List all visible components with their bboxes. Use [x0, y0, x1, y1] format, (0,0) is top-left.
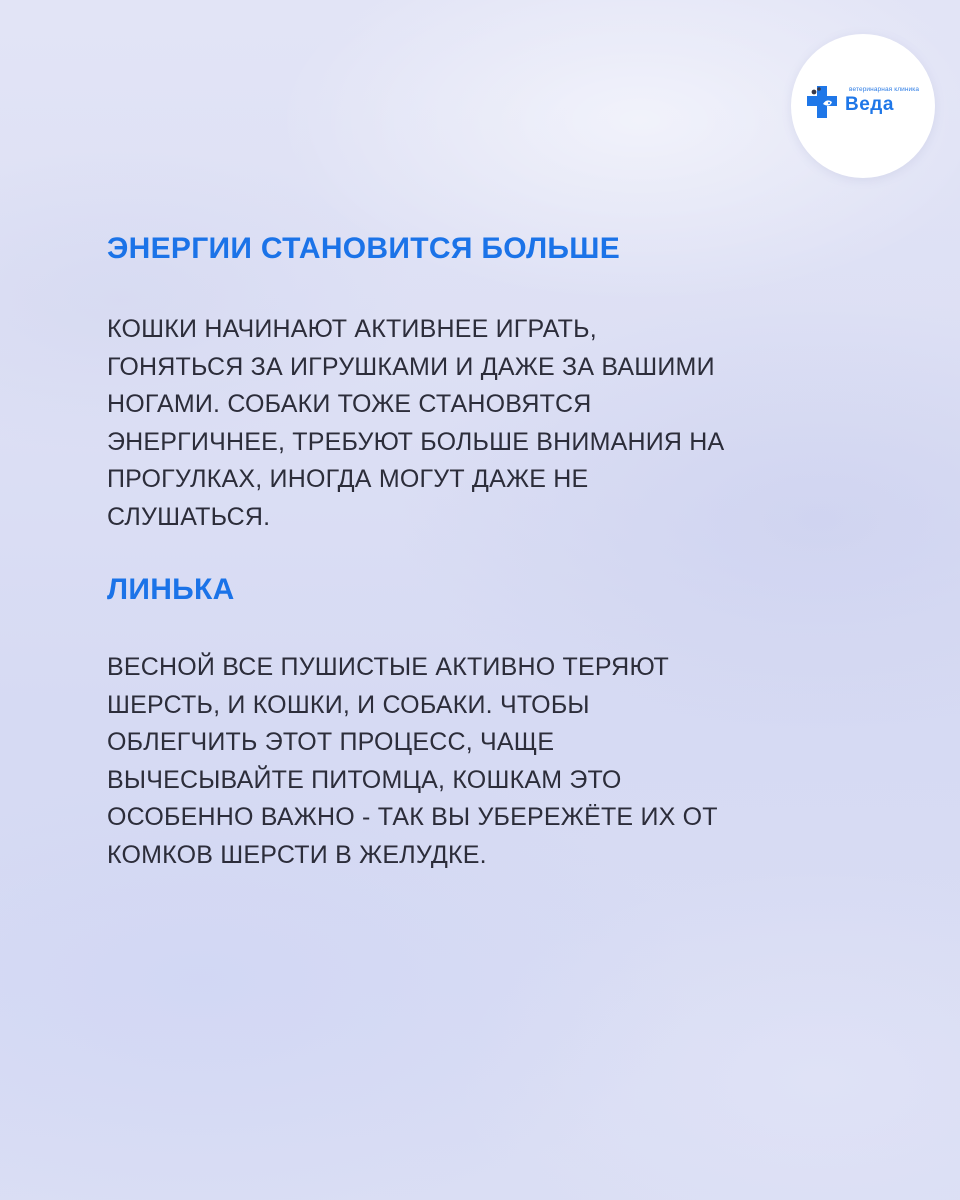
text-line: ПРОГУЛКАХ, ИНОГДА МОГУТ ДАЖЕ НЕ: [107, 465, 589, 493]
section-text-shedding: [107, 649, 907, 874]
text-line: ВЕСНОЙ ВСЕ ПУШИСТЫЕ АКТИВНО ТЕРЯЮТ: [107, 653, 669, 681]
text-line: ЭНЕРГИЧНЕЕ, ТРЕБУЮТ БОЛЬШЕ ВНИМАНИЯ НА: [107, 427, 725, 456]
text-line: КОМКОВ ШЕРСТИ В ЖЕЛУДКЕ.: [107, 840, 487, 869]
text-line: ВЫЧЕСЫВАЙТЕ ПИТОМЦА, КОШКАМ ЭТО: [107, 765, 622, 794]
text-line: НОГАМИ. СОБАКИ ТОЖЕ СТАНОВЯТСЯ: [107, 390, 592, 418]
text-line: КОШКИ НАЧИНАЮТ АКТИВНЕЕ ИГРАТЬ,: [107, 315, 597, 343]
clinic-logo: [805, 84, 925, 124]
text-line: ОБЛЕГЧИТЬ ЭТОТ ПРОЦЕСС, ЧАЩЕ: [107, 728, 555, 756]
text-line: ГОНЯТЬСЯ ЗА ИГРУШКАМИ И ДАЖЕ ЗА ВАШИМИ: [107, 352, 715, 381]
clinic-logo-badge: [791, 34, 935, 178]
section-heading-shedding: ЛИНЬКА: [107, 573, 235, 606]
text-line: ШЕРСТЬ, И КОШКИ, И СОБАКИ. ЧТОБЫ: [107, 690, 590, 719]
logo-caption: ветеринарная клиника: [849, 86, 920, 93]
section-heading-energy: ЭНЕРГИИ СТАНОВИТСЯ БОЛЬШЕ: [107, 232, 621, 265]
text-line: ОСОБЕННО ВАЖНО - ТАК ВЫ УБЕРЕЖЁТЕ ИХ ОТ: [107, 803, 718, 831]
logo-wordmark: Веда: [845, 94, 894, 115]
text-line: СЛУШАТЬСЯ.: [107, 502, 271, 531]
cross-paw-icon: [807, 84, 837, 120]
section-text-energy: [107, 311, 907, 536]
